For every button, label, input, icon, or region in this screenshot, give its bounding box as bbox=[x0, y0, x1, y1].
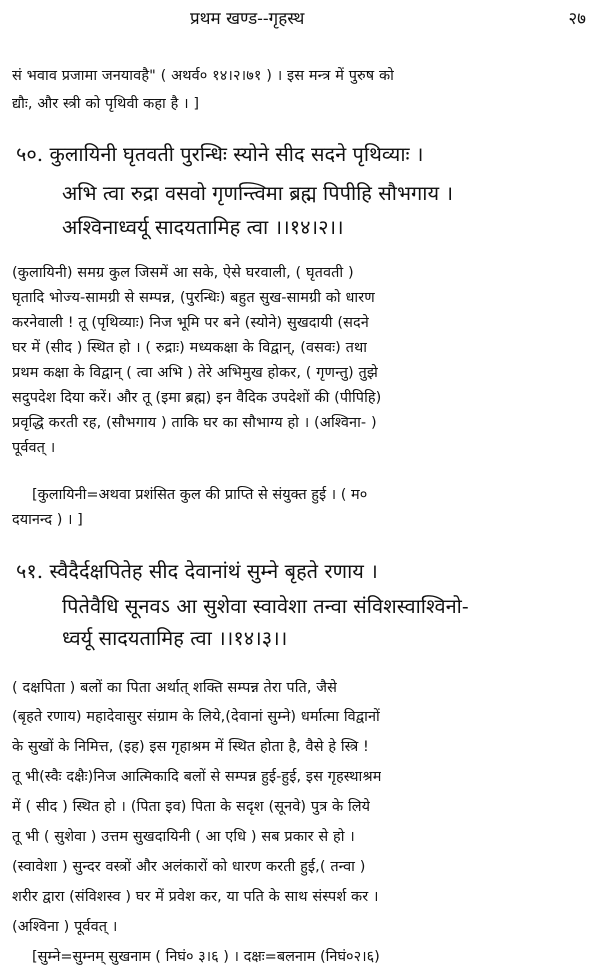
explanation-line: घृतादि भोज्य-सामग्री से सम्पन्न, (पुरन्धिः) बहुत सुख-सामग्री को धारण bbox=[12, 290, 375, 306]
explanation-line: के सुखों के निमित्त, (इह) इस गृहाश्रम में स्थित होता है, वैसे हे स्त्रि ! bbox=[12, 739, 369, 755]
mantra-line: अभि त्वा रुद्रा वसवो गृणन्त्विमा ब्रह्म पिपीहि सौभगाय । bbox=[62, 181, 454, 205]
intro-line: द्यौः, और स्त्री को पृथिवी कहा है । ] bbox=[12, 96, 200, 112]
explanation-line: पूर्ववत् । bbox=[12, 440, 56, 456]
explanation-line: शरीर द्वारा (संविशस्व ) घर में प्रवेश कर, या पति के साथ संस्पर्श कर । bbox=[12, 889, 379, 905]
footnote-line: [कुलायिनी=अथवा प्रशंसित कुल की प्राप्ति से संयुक्त हुई । ( म० bbox=[32, 487, 368, 503]
explanation-line: (स्वावेशा ) सुन्दर वस्त्रों और अलंकारों को धारण करती हुई,( तन्वा ) bbox=[12, 859, 366, 875]
explanation-line: तू भी(स्वैः दक्षैः)निज आत्मिकादि बलों से सम्पन्न हुई-हुई, इस गृहस्थाश्रम bbox=[12, 769, 382, 785]
running-title: प्रथम खण्ड--गृहस्थ bbox=[190, 9, 305, 29]
explanation-line: (अश्विना ) पूर्ववत् । bbox=[12, 919, 118, 935]
explanation-line: (बृहते रणाय) महादेवासुर संग्राम के लिये,(देवानां सुम्ने) धर्मात्मा विद्वानों bbox=[12, 709, 380, 725]
footnote-line: दयानन्द ) । ] bbox=[12, 512, 83, 528]
footnote-line: [सुम्ने=सुम्नम् सुखनाम ( निघं० ३।६ ) । दक्षः=बलनाम (निघं०२।६) bbox=[32, 949, 380, 965]
page-number: २७ bbox=[568, 9, 586, 29]
explanation-line: तू भी ( सुशेवा ) उत्तम सुखदायिनी ( आ एधि ) सब प्रकार से हो । bbox=[12, 829, 355, 845]
mantra-line: ५१. स्वैदैर्दक्षपितेह सीद देवानांथं सुम्ने बृहते रणाय । bbox=[16, 559, 378, 583]
explanation-line: घर में (सीद ) स्थित हो । ( रुद्राः) मध्यकक्षा के विद्वान्, (वसवः) तथा bbox=[12, 340, 368, 356]
explanation-line: में ( सीद ) स्थित हो । (पिता इव) पिता के सदृश (सूनवे) पुत्र के लिये bbox=[12, 799, 371, 815]
page-header bbox=[0, 4, 600, 34]
mantra-line: ध्वर्यू सादयतामिह त्वा ।।१४।३।। bbox=[62, 626, 288, 650]
intro-line: सं भवाव प्रजामा जनयावहै" ( अथर्व० १४।२।७१ ) । इस मन्त्र में पुरुष को bbox=[12, 68, 394, 84]
explanation-line: प्रवृद्धि करती रह, (सौभगाय ) ताकि घर का सौभाग्य हो । (अश्विना- ) bbox=[12, 415, 377, 431]
mantra-line: पितेवैधि सूनवऽ आ सुशेवा स्वावेशा तन्वा संविशस्वाश्विनो- bbox=[62, 594, 469, 618]
explanation-line: करनेवाली ! तू (पृथिव्याः) निज भूमि पर बने (स्योने) सुखदायी (सदने bbox=[12, 315, 369, 331]
mantra-line: अश्विनाध्वर्यू सादयतामिह त्वा ।।१४।२।। bbox=[62, 215, 344, 239]
mantra-line: ५०. कुलायिनी घृतवती पुरन्धिः स्योने सीद सदने पृथिव्याः । bbox=[16, 142, 424, 166]
explanation-line: (कुलायिनी) समग्र कुल जिसमें आ सके, ऐसे घरवाली, ( घृतवती ) bbox=[12, 265, 354, 281]
explanation-line: सदुपदेश दिया करें। और तू (इमा ब्रह्म) इन वैदिक उपदेशों की (पीपिहि) bbox=[12, 390, 382, 406]
explanation-line: ( दक्षपिता ) बलों का पिता अर्थात् शक्ति सम्पन्न तेरा पति, जैसे bbox=[12, 680, 338, 696]
explanation-line: प्रथम कक्षा के विद्वान् ( त्वा अभि ) तेरे अभिमुख होकर, ( गृणन्तु) तुझे bbox=[12, 365, 378, 381]
